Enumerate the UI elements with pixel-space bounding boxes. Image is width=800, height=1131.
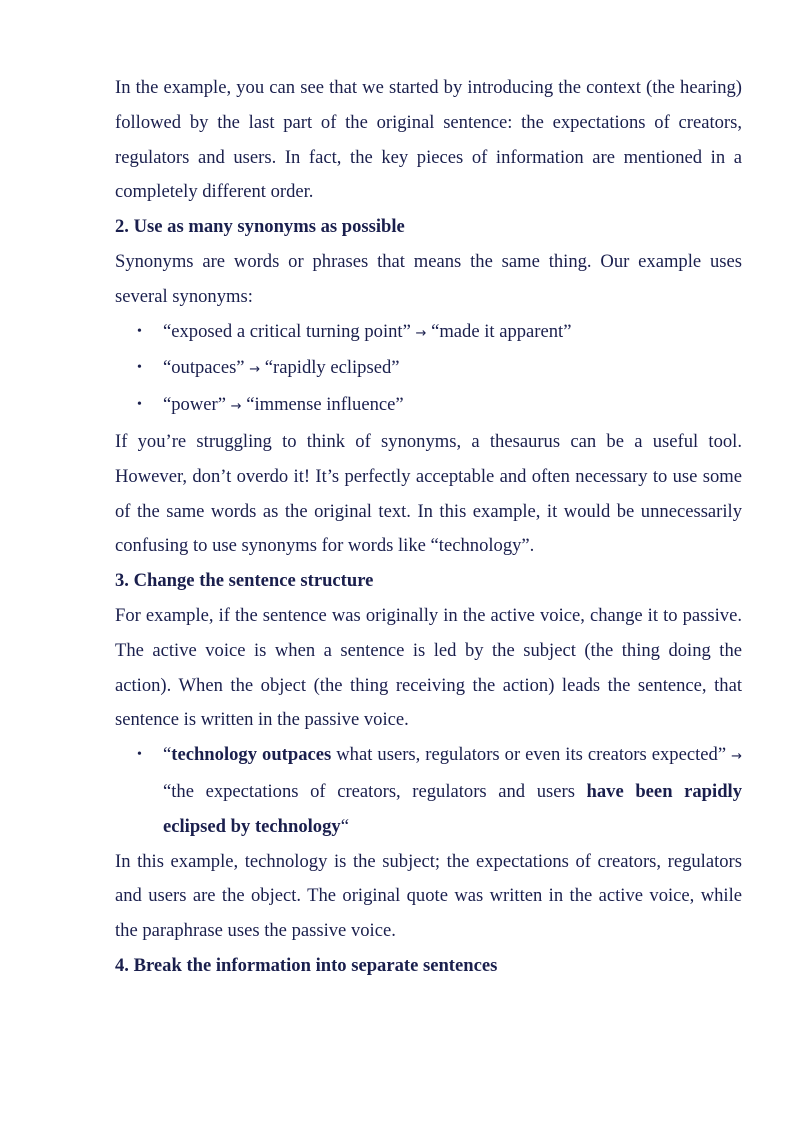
example-list (115, 738, 742, 844)
list-item (115, 388, 742, 425)
arrow-right-icon: → (415, 325, 427, 341)
section-3-heading: 3. Change the sentence structure (115, 570, 374, 592)
synonym-replacement: “rapidly eclipsed” (264, 357, 400, 379)
section-3-paragraph: For example, if the sentence was originally in the active voice, change it to passive. The active voice is when a sentence is led by the subject (the thing doing the action). When the object (the thing receiving the action) leads the sentence, that sentence is written in the passive voice. (115, 604, 742, 731)
bullet-icon: • (137, 360, 142, 376)
bullet-icon: • (137, 747, 142, 763)
section-2-paragraph-2: If you’re struggling to think of synonyms, a thesaurus can be a useful tool. However, don’t overdo it! It’s perfectly acceptable and often necessary to use some of the same words as the original text. In this example, it would be unnecessarily confusing to use synonyms for words like “technology”. (115, 430, 742, 557)
example-close-quote: “ (340, 815, 349, 837)
section-2-heading: 2. Use as many synonyms as possible (115, 216, 405, 238)
list-item (115, 738, 742, 844)
example-middle-2: “the expectations of creators, regulators and users (163, 780, 587, 802)
section-2-paragraph: Synonyms are words or phrases that means the same thing. Our example uses several synonyms: (115, 250, 742, 307)
synonym-replacement: “made it apparent” (431, 320, 572, 342)
example-bold-start: technology outpaces (171, 744, 332, 766)
list-item (115, 315, 742, 352)
example-open-quote: “ (163, 744, 172, 766)
synonym-replacement: “immense influence” (246, 394, 404, 416)
example-middle: what users, regulators or even its creators expected” (331, 744, 732, 766)
example-bold-end: have been rapidly eclipsed by technology (163, 780, 742, 837)
synonym-original: “exposed a critical turning point” (163, 320, 411, 342)
arrow-right-icon: → (230, 399, 242, 415)
synonym-original: “power” (163, 394, 226, 416)
arrow-right-icon: → (731, 749, 742, 765)
document-page (115, 71, 742, 984)
synonym-original: “outpaces” (163, 357, 245, 379)
section-3-paragraph-2: In this example, technology is the subject; the expectations of creators, regulators and users are the object. The original quote was written in the active voice, while the paraphrase uses the passive voice. (115, 850, 742, 942)
arrow-right-icon: → (249, 362, 261, 378)
synonym-list (115, 315, 742, 425)
list-item (115, 351, 742, 388)
intro-paragraph: In the example, you can see that we started by introducing the context (the hearing) followed by the last part of the original sentence: the expectations of creators, regulators and users. In fact, the key pieces of information are mentioned in a completely different order. (115, 77, 742, 203)
section-4-heading: 4. Break the information into separate sentences (115, 954, 498, 976)
bullet-icon: • (137, 323, 142, 339)
bullet-icon: • (137, 397, 142, 413)
